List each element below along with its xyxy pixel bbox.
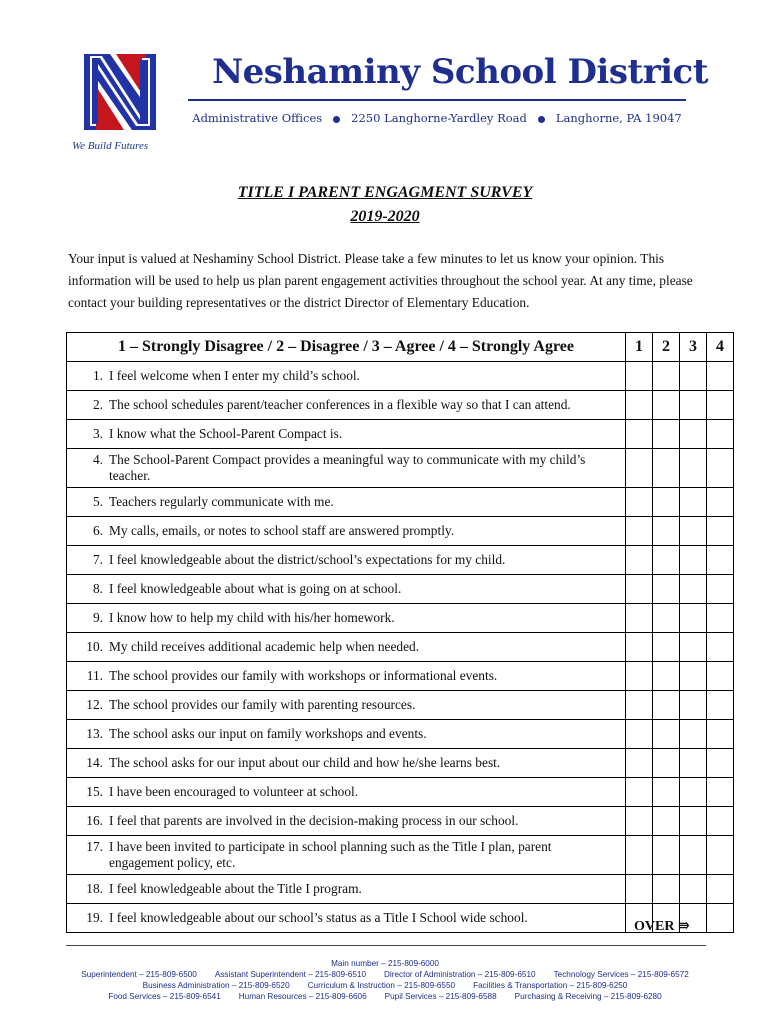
question-number: 4. [92, 452, 103, 467]
question-number: 7. [92, 552, 103, 567]
question-cell [67, 546, 626, 575]
table-row [67, 807, 734, 836]
rating-box-3[interactable] [680, 362, 707, 391]
rating-box-1[interactable] [626, 575, 653, 604]
rating-box-3[interactable] [680, 575, 707, 604]
rating-box-1[interactable] [626, 391, 653, 420]
question-text: I feel knowledgeable about the Title I program. [109, 881, 362, 896]
rating-box-4[interactable] [707, 904, 734, 933]
rating-box-2[interactable] [653, 391, 680, 420]
rating-box-2[interactable] [653, 420, 680, 449]
rating-box-1[interactable] [626, 420, 653, 449]
footer-entry: Purchasing & Receiving – 215-809-6280 [514, 992, 662, 1001]
footer-entry: Director of Administration – 215-809-6510 [384, 970, 536, 979]
rating-box-1[interactable] [626, 720, 653, 749]
question-cell [67, 391, 626, 420]
table-row [67, 575, 734, 604]
question-number: 11. [86, 668, 103, 683]
rating-box-4[interactable] [707, 362, 734, 391]
scale-label: 1 – Strongly Disagree / 2 – Disagree / 3 – Agree / 4 – Strongly Agree [67, 333, 626, 362]
survey-year: 2019-2020 [350, 208, 420, 225]
rating-box-4[interactable] [707, 546, 734, 575]
rating-box-2[interactable] [653, 546, 680, 575]
question-cell [67, 836, 626, 875]
column-header-4: 4 [707, 333, 734, 362]
rating-box-2[interactable] [653, 488, 680, 517]
rating-box-2[interactable] [653, 875, 680, 904]
question-text: The school asks our input on family workshops and events. [109, 726, 427, 741]
rating-box-2[interactable] [653, 720, 680, 749]
question-text: I know how to help my child with his/her homework. [109, 610, 395, 625]
rating-box-3[interactable] [680, 720, 707, 749]
footer-entry: Technology Services – 215-809-6572 [553, 970, 689, 979]
rating-box-4[interactable] [707, 517, 734, 546]
rating-box-2[interactable] [653, 575, 680, 604]
district-name: Neshaminy School District [212, 52, 708, 92]
rating-box-4[interactable] [707, 807, 734, 836]
rating-box-1[interactable] [626, 488, 653, 517]
rating-box-1[interactable] [626, 449, 653, 488]
question-cell [67, 778, 626, 807]
rating-box-1[interactable] [626, 517, 653, 546]
rating-box-4[interactable] [707, 604, 734, 633]
question-number: 2. [92, 397, 103, 412]
rating-box-4[interactable] [707, 875, 734, 904]
rating-box-4[interactable] [707, 575, 734, 604]
question-cell [67, 720, 626, 749]
rating-box-1[interactable] [626, 546, 653, 575]
bullet-dot [538, 116, 545, 123]
question-cell [67, 691, 626, 720]
question-text: I have been encouraged to volunteer at school. [109, 784, 359, 799]
table-header-row [67, 333, 734, 362]
table-row [67, 391, 734, 420]
tagline: We Build Futures [72, 140, 149, 152]
question-number: 13. [86, 726, 103, 741]
rating-box-3[interactable] [680, 546, 707, 575]
rating-box-2[interactable] [653, 749, 680, 778]
table-row [67, 778, 734, 807]
rating-box-1[interactable] [626, 662, 653, 691]
rating-box-2[interactable] [653, 836, 680, 875]
question-number: 19. [86, 910, 103, 925]
question-number: 18. [86, 881, 103, 896]
rating-box-2[interactable] [653, 449, 680, 488]
question-number: 17. [86, 839, 103, 854]
rating-box-1[interactable] [626, 604, 653, 633]
question-number: 6. [92, 523, 103, 538]
rating-box-1[interactable] [626, 807, 653, 836]
question-cell [67, 875, 626, 904]
footer-rule [66, 945, 706, 946]
rating-box-3[interactable] [680, 691, 707, 720]
rating-box-4[interactable] [707, 749, 734, 778]
question-text: Teachers regularly communicate with me. [109, 494, 334, 509]
question-cell [67, 807, 626, 836]
question-text: The school provides our family with workshops or informational events. [109, 668, 498, 683]
table-row [67, 362, 734, 391]
question-number: 15. [86, 784, 103, 799]
rating-box-4[interactable] [707, 720, 734, 749]
table-row [67, 449, 734, 488]
rating-box-4[interactable] [707, 488, 734, 517]
table-row [67, 691, 734, 720]
question-cell [67, 604, 626, 633]
question-text: I feel knowledgeable about the district/school’s expectations for my child. [109, 552, 506, 567]
rating-box-2[interactable] [653, 633, 680, 662]
question-text: My child receives additional academic help when needed. [109, 639, 420, 654]
address-street: 2250 Langhorne-Yardley Road [351, 111, 527, 125]
footer-entry: Facilities & Transportation – 215-809-6250 [473, 981, 628, 990]
header-rule [188, 99, 686, 101]
rating-box-1[interactable] [626, 362, 653, 391]
rating-box-3[interactable] [680, 807, 707, 836]
address-city: Langhorne, PA 19047 [555, 111, 682, 125]
over-label: OVER ⇛ [634, 919, 690, 934]
question-number: 1. [92, 368, 103, 383]
rating-box-4[interactable] [707, 662, 734, 691]
address-line [188, 111, 686, 125]
footer-line-1 [0, 969, 770, 980]
survey-title: TITLE I PARENT ENGAGMENT SURVEY [237, 184, 533, 201]
rating-box-2[interactable] [653, 604, 680, 633]
question-number: 10. [86, 639, 103, 654]
footer-entry: Business Administration – 215-809-6520 [142, 981, 290, 990]
question-text: The school provides our family with parenting resources. [109, 697, 416, 712]
rating-box-4[interactable] [707, 778, 734, 807]
footer [0, 958, 770, 1002]
footer-entry: Assistant Superintendent – 215-809-6510 [214, 970, 366, 979]
question-cell [67, 488, 626, 517]
question-number: 5. [92, 494, 103, 509]
table-row [67, 604, 734, 633]
rating-box-3[interactable] [680, 604, 707, 633]
column-header-3: 3 [680, 333, 707, 362]
footer-entry: Superintendent – 215-809-6500 [81, 970, 197, 979]
rating-box-3[interactable] [680, 391, 707, 420]
rating-box-4[interactable] [707, 836, 734, 875]
table-row [67, 836, 734, 875]
question-number: 14. [86, 755, 103, 770]
survey-body [67, 362, 734, 933]
rating-box-2[interactable] [653, 778, 680, 807]
rating-box-2[interactable] [653, 691, 680, 720]
question-text: My calls, emails, or notes to school staff are answered promptly. [109, 523, 455, 538]
table-row [67, 420, 734, 449]
rating-box-3[interactable] [680, 488, 707, 517]
question-number: 12. [86, 697, 103, 712]
footer-entry: Curriculum & Instruction – 215-809-6550 [307, 981, 456, 990]
footer-line-2 [0, 980, 770, 991]
question-number: 9. [92, 610, 103, 625]
rating-box-1[interactable] [626, 836, 653, 875]
column-header-1: 1 [626, 333, 653, 362]
rating-box-4[interactable] [707, 391, 734, 420]
footer-entry: Human Resources – 215-809-6606 [238, 992, 367, 1001]
question-cell [67, 449, 626, 488]
table-row [67, 517, 734, 546]
rating-box-1[interactable] [626, 778, 653, 807]
question-text: The school asks for our input about our child and how he/she learns best. [109, 755, 501, 770]
rating-box-2[interactable] [653, 662, 680, 691]
rating-box-3[interactable] [680, 449, 707, 488]
footer-entry: Food Services – 215-809-6541 [108, 992, 221, 1001]
rating-box-4[interactable] [707, 633, 734, 662]
rating-box-3[interactable] [680, 749, 707, 778]
rating-box-3[interactable] [680, 778, 707, 807]
question-cell [67, 662, 626, 691]
rating-box-2[interactable] [653, 362, 680, 391]
column-header-2: 2 [653, 333, 680, 362]
question-text: I feel welcome when I enter my child’s school. [109, 368, 360, 383]
question-text: I feel knowledgeable about our school’s status as a Title I School wide school. [109, 910, 528, 925]
footer-line-3 [0, 991, 770, 1002]
rating-box-4[interactable] [707, 449, 734, 488]
rating-box-2[interactable] [653, 517, 680, 546]
question-cell [67, 633, 626, 662]
question-cell [67, 420, 626, 449]
rating-box-4[interactable] [707, 420, 734, 449]
question-number: 16. [86, 813, 103, 828]
question-text: I have been invited to participate in school planning such as the Title I plan, parent engagement policy, etc. [109, 839, 552, 870]
rating-box-3[interactable] [680, 662, 707, 691]
address-office: Administrative Offices [192, 111, 323, 125]
rating-box-4[interactable] [707, 691, 734, 720]
rating-box-3[interactable] [680, 836, 707, 875]
question-text: I know what the School-Parent Compact is. [109, 426, 343, 441]
question-cell [67, 904, 626, 933]
table-row [67, 749, 734, 778]
question-cell [67, 749, 626, 778]
table-row [67, 662, 734, 691]
rating-box-3[interactable] [680, 517, 707, 546]
rating-box-1[interactable] [626, 875, 653, 904]
rating-box-3[interactable] [680, 875, 707, 904]
question-cell [67, 575, 626, 604]
bullet-dot [333, 116, 340, 123]
question-cell [67, 362, 626, 391]
intro-paragraph: Your input is valued at Neshaminy School District. Please take a few minutes to let us know your opinion. This information will be used to help us plan parent engagement activities throughout the school year. At any time, please contact your building representatives or the district Director of Elementary Education. [68, 251, 693, 310]
table-row [67, 875, 734, 904]
table-row [67, 488, 734, 517]
question-number: 3. [92, 426, 103, 441]
rating-box-2[interactable] [653, 807, 680, 836]
rating-box-3[interactable] [680, 420, 707, 449]
question-text: The School-Parent Compact provides a meaningful way to communicate with my child’s teacher. [109, 452, 586, 483]
question-cell [67, 517, 626, 546]
question-number: 8. [92, 581, 103, 596]
footer-entry: Pupil Services – 215-809-6588 [384, 992, 497, 1001]
district-logo [76, 46, 162, 136]
question-text: I feel that parents are involved in the decision-making process in our school. [109, 813, 519, 828]
question-text: I feel knowledgeable about what is going on at school. [109, 581, 402, 596]
table-row [67, 720, 734, 749]
rating-box-1[interactable] [626, 633, 653, 662]
rating-box-1[interactable] [626, 691, 653, 720]
table-row [67, 546, 734, 575]
rating-box-1[interactable] [626, 749, 653, 778]
survey-table [66, 332, 734, 933]
table-row [67, 633, 734, 662]
footer-main-number: Main number – 215-809-6000 [331, 959, 439, 968]
rating-box-3[interactable] [680, 633, 707, 662]
question-text: The school schedules parent/teacher conferences in a flexible way so that I can attend. [109, 397, 571, 412]
